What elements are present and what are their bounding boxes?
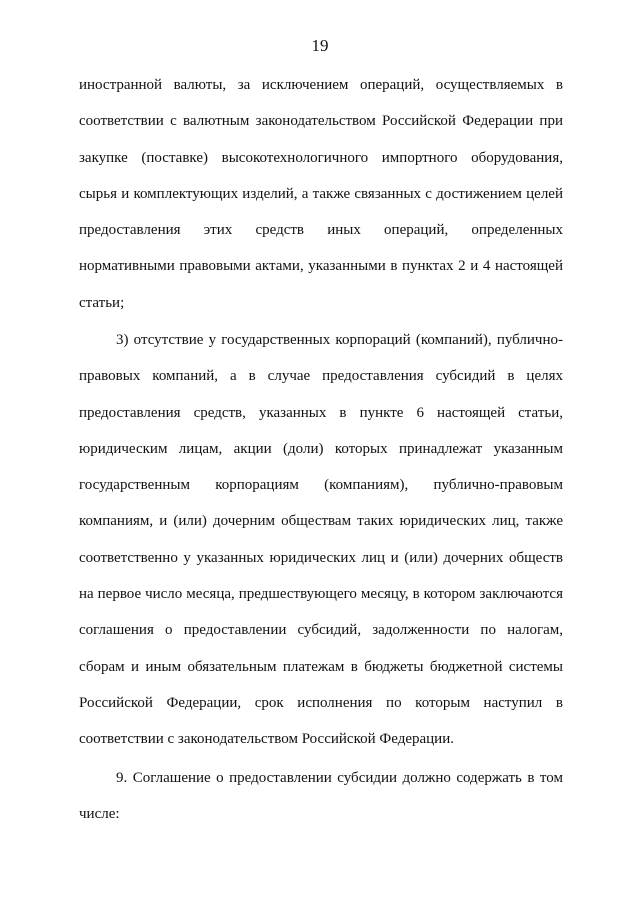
- paragraph-item-3: [79, 322, 563, 758]
- paragraph-text: иностранной валюты, за исключением операций, осуществляемых в соответствии с валютным законодательством Российской Федерации при закупке (поставке) высокотехнологичного импортного оборудования, сырья и комплектующих изделий, а также связанных с достижением целей предоставления этих средств иных операций, определенных нормативными правовыми актами, указанными в пунктах 2 и 4 настоящей статьи;: [79, 77, 563, 311]
- paragraph-text: 3) отсутствие у государственных корпораций (компаний), публично-правовых компаний, а в случае предоставления субсидий в целях предоставления средств, указанных в пункте 6 настоящей статьи, юридическим лицам, акции (доли) которых принадлежат указанным государственным корпорациям (компаниям), публично-правовым компаниям, и (или) дочерним обществам таких юридических лиц, также соответственно у указанных юридических лиц и (или) дочерних обществ на первое число месяца, предшествующего месяцу, в котором заключаются соглашения о предоставлении субсидий, задолженности по налогам, сборам и иным обязательным платежам в бюджеты бюджетной системы Российской Федерации, срок исполнения по которым наступил в соответствии с законодательством Российской Федерации.: [79, 332, 563, 748]
- page-number: 19: [311, 36, 329, 55]
- paragraph-text: 9. Соглашение о предоставлении субсидии должно содержать в том числе:: [79, 770, 563, 823]
- paragraph-continuation: [79, 67, 563, 321]
- paragraph-section-9: [79, 760, 563, 833]
